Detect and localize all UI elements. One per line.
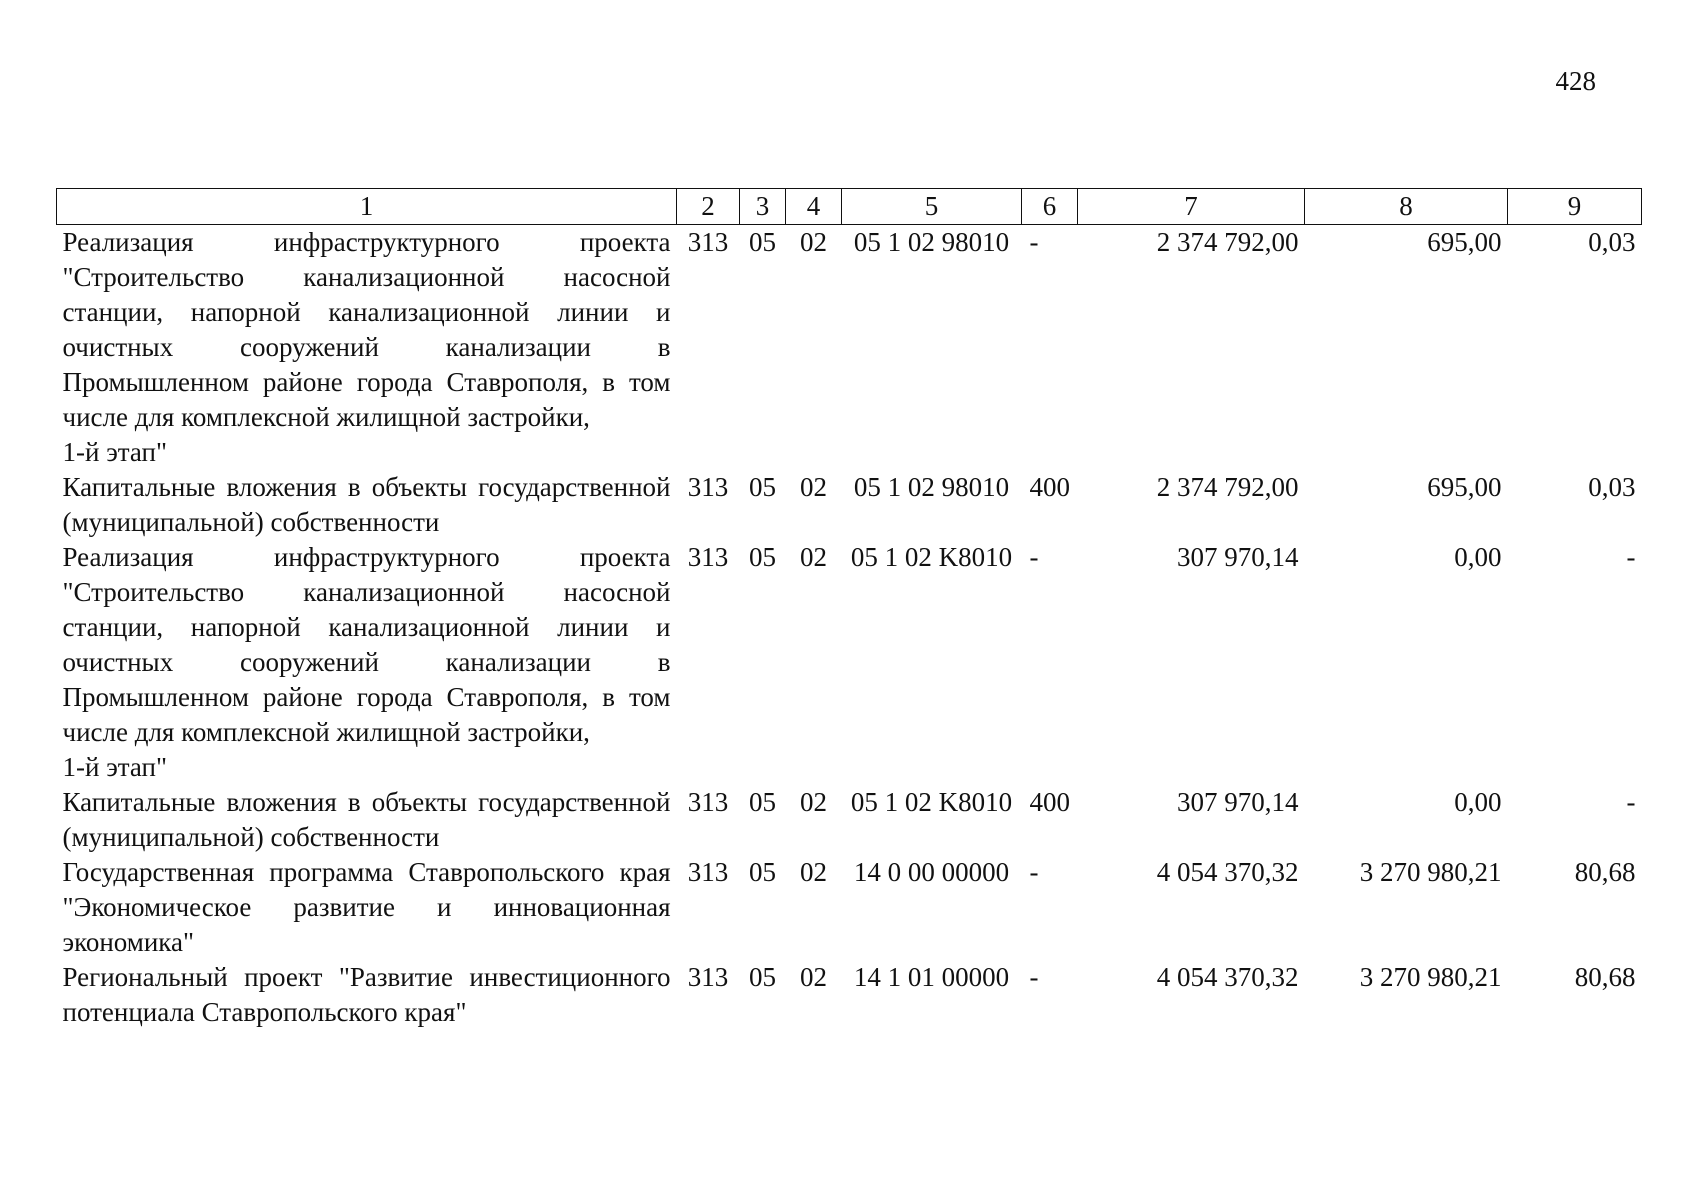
table-row [57, 470, 1642, 540]
table-row [57, 225, 1642, 471]
cell-expense-type: 400 [1029, 787, 1070, 817]
column-header: 7 [1078, 189, 1305, 225]
cell-section: 05 [749, 857, 776, 887]
cell-ministry-code: 313 [687, 227, 729, 257]
cell-expense-type: - [1029, 227, 1039, 257]
column-header: 5 [842, 189, 1022, 225]
cell-execution-percent: - [1626, 542, 1636, 572]
cell-ministry-code: 313 [687, 472, 729, 502]
row-description-tail: 1-й этап" [62, 752, 168, 782]
cell-target-article: 05 1 02 98010 [853, 227, 1010, 257]
row-description: Капитальные вложения в объекты государственной (муниципальной) собственности [62, 472, 671, 537]
column-header: 8 [1305, 189, 1508, 225]
cell-target-article: 05 1 02 98010 [853, 472, 1010, 502]
cell-expense-type: - [1029, 542, 1039, 572]
row-description: Региональный проект "Развитие инвестиционного потенциала Ставропольского края" [62, 962, 671, 1027]
cell-section: 05 [749, 542, 776, 572]
cell-target-article: 05 1 02 K8010 [850, 787, 1013, 817]
cell-ministry-code: 313 [687, 857, 729, 887]
column-header: 2 [677, 189, 740, 225]
cell-planned-amount: 307 970,14 [1177, 542, 1299, 572]
cell-subsection: 02 [800, 857, 827, 887]
cell-planned-amount: 307 970,14 [1177, 787, 1299, 817]
cell-subsection: 02 [800, 472, 827, 502]
budget-table [56, 188, 1642, 1030]
cell-planned-amount: 4 054 370,32 [1156, 857, 1299, 887]
column-header: 4 [786, 189, 842, 225]
cell-planned-amount: 2 374 792,00 [1156, 227, 1299, 257]
cell-executed-amount: 695,00 [1427, 227, 1502, 257]
table-row [57, 960, 1642, 1030]
column-header: 6 [1022, 189, 1078, 225]
cell-execution-percent: 0,03 [1588, 227, 1636, 257]
cell-execution-percent: - [1626, 787, 1636, 817]
cell-executed-amount: 0,00 [1454, 542, 1502, 572]
column-header: 1 [57, 189, 677, 225]
row-description-tail: 1-й этап" [62, 437, 168, 467]
cell-subsection: 02 [800, 542, 827, 572]
cell-execution-percent: 80,68 [1574, 857, 1636, 887]
column-header: 9 [1508, 189, 1642, 225]
page-number: 428 [1555, 66, 1596, 96]
cell-expense-type: - [1029, 857, 1039, 887]
cell-execution-percent: 0,03 [1588, 472, 1636, 502]
header-row [57, 189, 1642, 225]
row-description [57, 225, 677, 471]
cell-ministry-code: 313 [687, 962, 729, 992]
cell-target-article: 14 0 00 00000 [853, 857, 1010, 887]
cell-executed-amount: 695,00 [1427, 472, 1502, 502]
cell-executed-amount: 3 270 980,21 [1359, 962, 1502, 992]
table-row [57, 785, 1642, 855]
cell-expense-type: 400 [1029, 472, 1070, 502]
cell-executed-amount: 0,00 [1454, 787, 1502, 817]
cell-target-article: 14 1 01 00000 [853, 962, 1010, 992]
cell-section: 05 [749, 787, 776, 817]
cell-section: 05 [749, 472, 776, 502]
cell-section: 05 [749, 227, 776, 257]
cell-subsection: 02 [800, 962, 827, 992]
row-description [57, 540, 677, 785]
cell-section: 05 [749, 962, 776, 992]
table-row [57, 540, 1642, 785]
cell-planned-amount: 2 374 792,00 [1156, 472, 1299, 502]
cell-execution-percent: 80,68 [1574, 962, 1636, 992]
cell-planned-amount: 4 054 370,32 [1156, 962, 1299, 992]
cell-ministry-code: 313 [687, 787, 729, 817]
cell-ministry-code: 313 [687, 542, 729, 572]
column-header: 3 [740, 189, 786, 225]
cell-expense-type: - [1029, 962, 1039, 992]
row-description: Капитальные вложения в объекты государственной (муниципальной) собственности [62, 787, 671, 852]
cell-executed-amount: 3 270 980,21 [1359, 857, 1502, 887]
row-description: Государственная программа Ставропольского края "Экономическое развитие и инновационная экономика" [62, 857, 671, 957]
row-description-text: Реализация инфраструктурного проекта "Строительство канализационной насосной станции, напорной канализационной линии и очистных сооружений канализации в Промышленном районе города Ставрополя, в том числе для комплексной жилищной застройки, [62, 542, 671, 747]
row-description-text: Реализация инфраструктурного проекта "Строительство канализационной насосной станции, напорной канализационной линии и очистных сооружений канализации в Промышленном районе города Ставрополя, в том числе для комплексной жилищной застройки, [62, 227, 671, 432]
cell-subsection: 02 [800, 787, 827, 817]
cell-target-article: 05 1 02 K8010 [850, 542, 1013, 572]
table-row [57, 855, 1642, 960]
cell-subsection: 02 [800, 227, 827, 257]
